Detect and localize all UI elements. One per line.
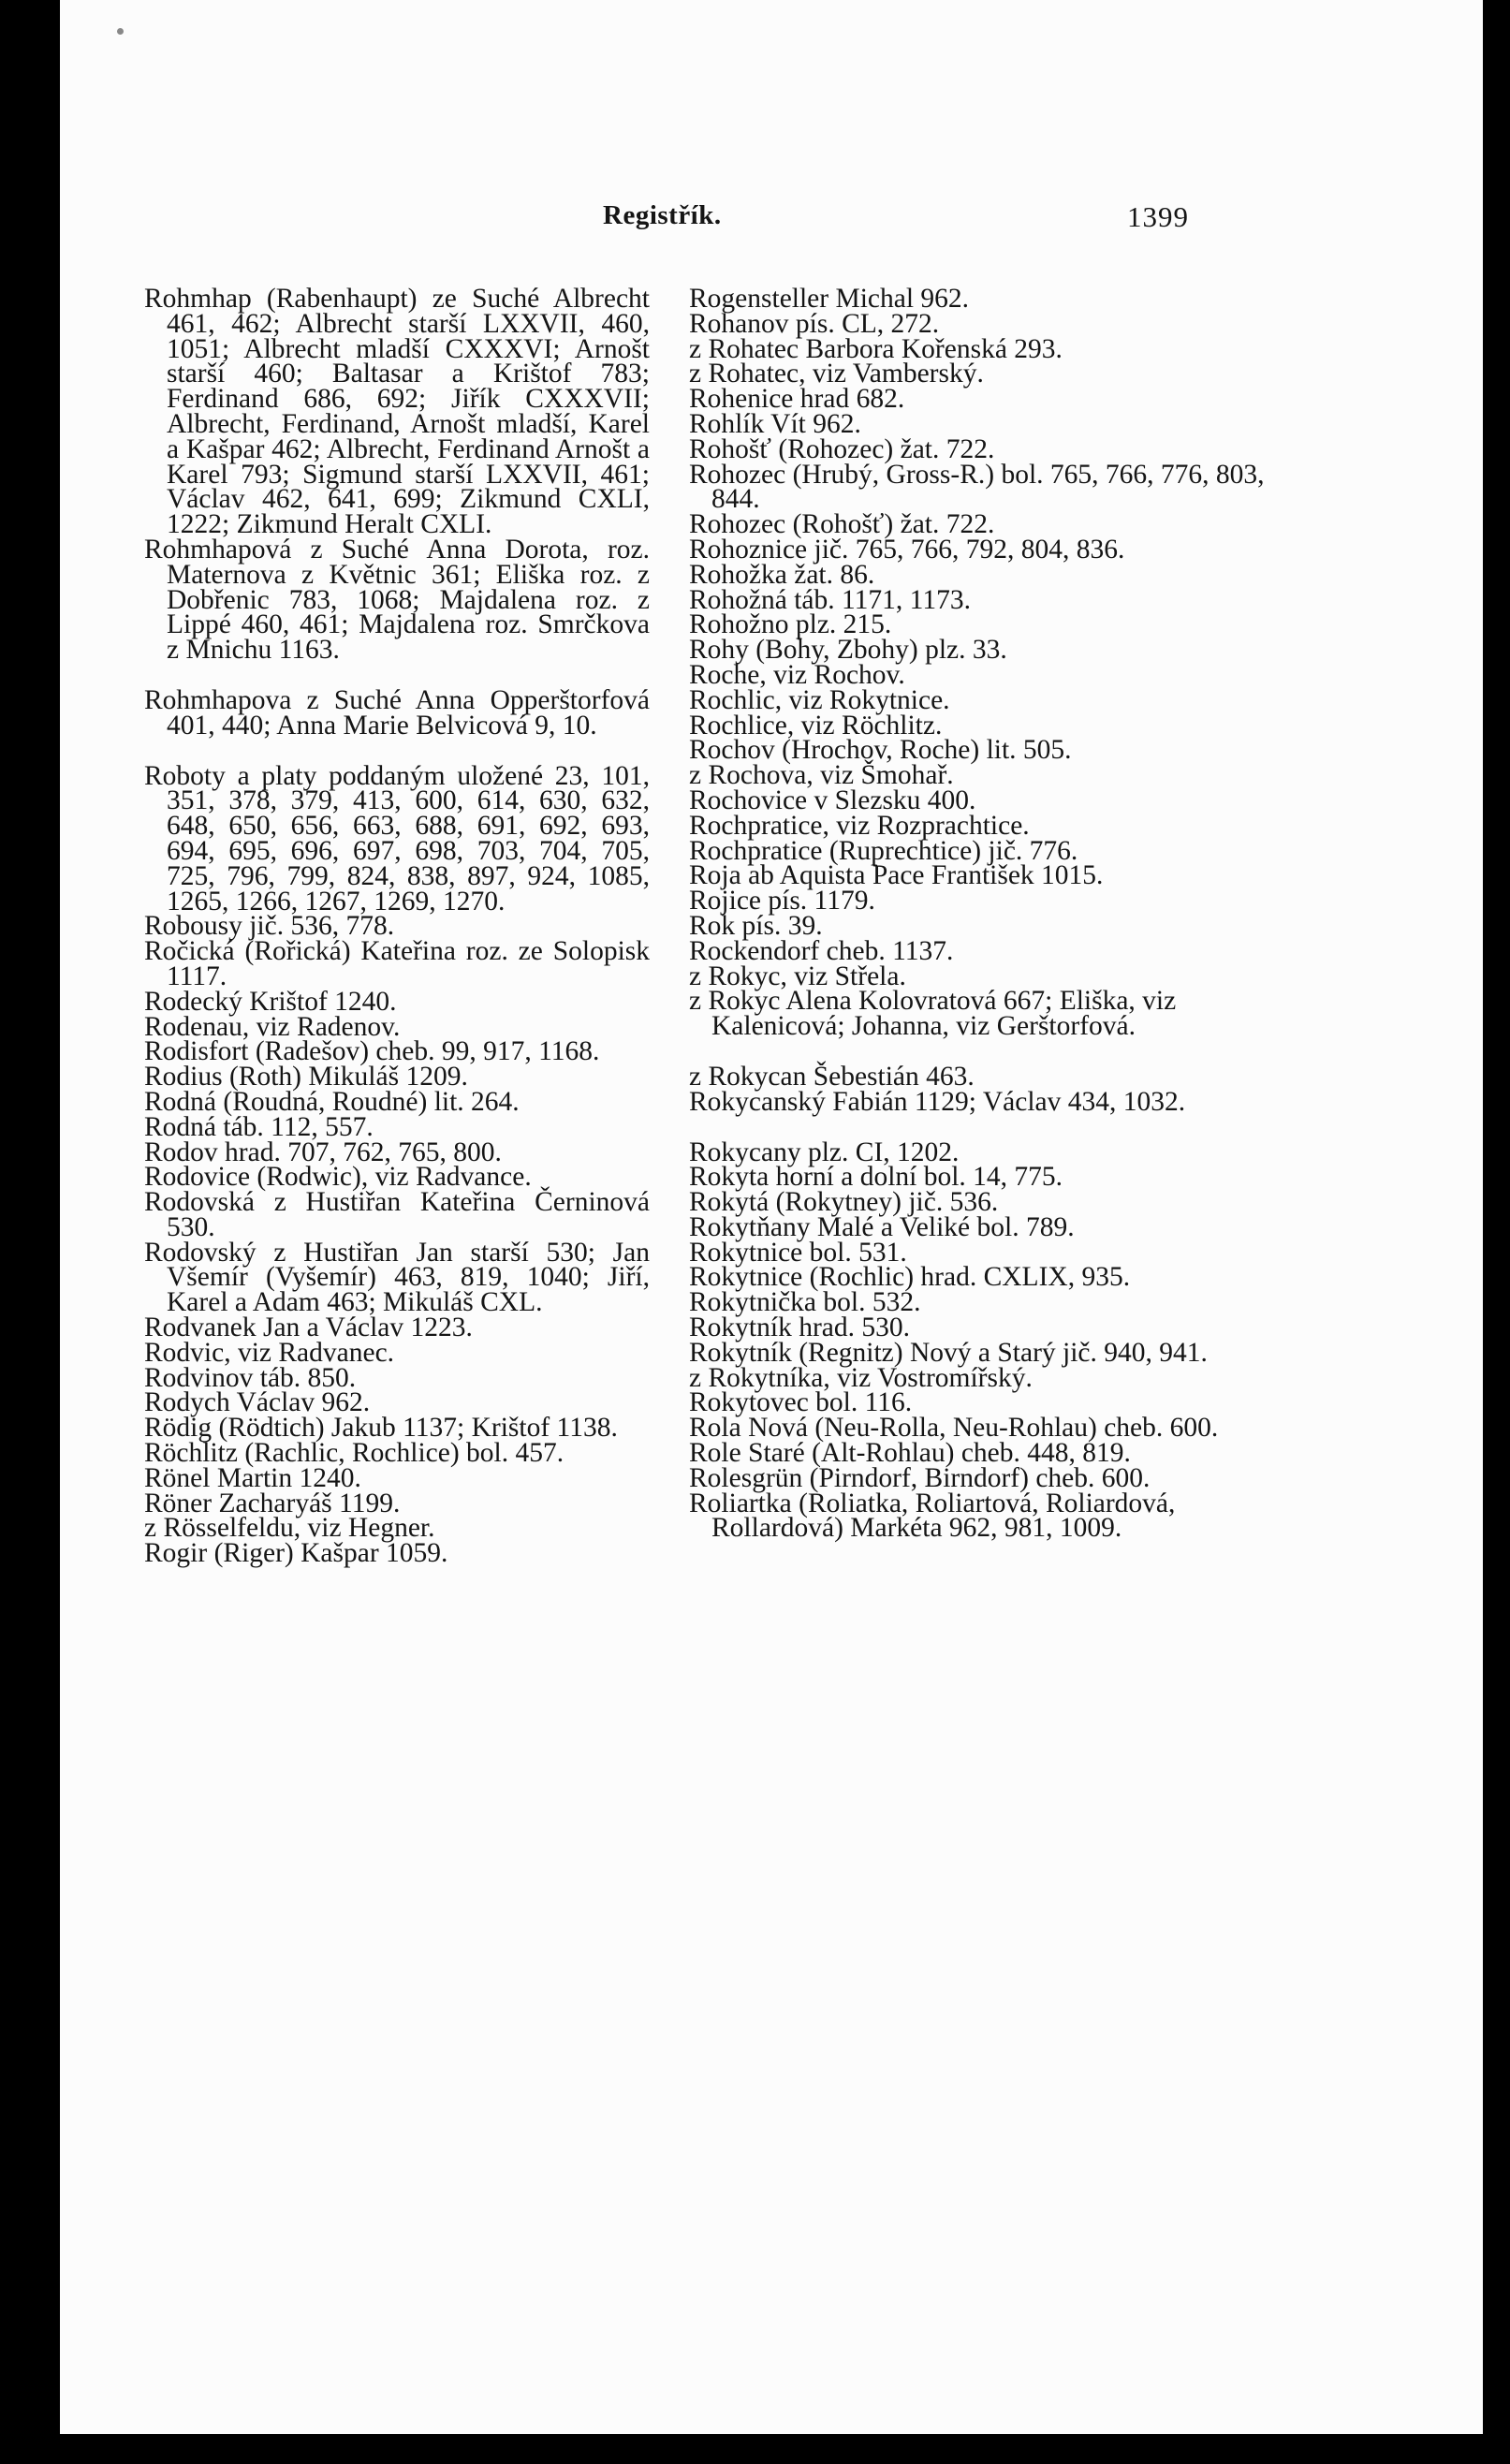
right-column (689, 284, 1288, 1544)
index-entry: z Rokytníka, viz Vostromířský. (689, 1362, 1033, 1393)
index-entry: Rohanov pís. CL, 272. (689, 308, 940, 339)
index-entry: Rokyta horní a dolní bol. 14, 775. (689, 1162, 1063, 1193)
index-entry: Rokytá (Rokytney) jič. 536. (689, 1187, 999, 1218)
book-page (60, 0, 1483, 2434)
index-entry: Roja ab Aquista Pace František 1015. (689, 860, 1104, 891)
index-entry: z Rohatec Barbora Kořenská 293. (689, 333, 1063, 364)
page-header (60, 200, 1483, 242)
scan-speck (117, 28, 124, 35)
index-entry: Rohlík Vít 962. (689, 408, 861, 439)
index-entry: Rogensteller Michal 962. (689, 284, 970, 314)
index-entry: Rojice pís. 1179. (689, 886, 875, 917)
index-entry: Roliartka (Roliatka, Roliartová, Roliardová, Rollardová) Markéta 962, 981, 1009. (689, 1488, 1176, 1544)
index-entry: Rochpratice (Ruprechtice) jič. 776. (689, 835, 1078, 866)
index-entry: Rodovice (Rodwic), viz Radvance. (144, 1162, 532, 1193)
index-entry: Rochovice v Slezsku 400. (689, 785, 976, 815)
index-entry: Rohožná táb. 1171, 1173. (689, 584, 971, 615)
index-entry: Röner Zacharyáš 1199. (144, 1488, 401, 1518)
index-entry: Rohošť (Rohozec) žat. 722. (689, 433, 995, 464)
index-entry: Rodisfort (Radešov) cheb. 99, 917, 1168. (144, 1036, 600, 1067)
index-entry: Rodov hrad. 707, 762, 765, 800. (144, 1137, 502, 1167)
index-entry: Rohy (Bohy, Zbohy) plz. 33. (689, 635, 1007, 666)
index-entry: Rodius (Roth) Mikuláš 1209. (144, 1062, 468, 1093)
index-entry: Rokytník hrad. 530. (689, 1313, 910, 1343)
page-number: 1399 (1127, 200, 1189, 233)
index-entry: Rockendorf cheb. 1137. (689, 935, 954, 966)
index-entry: Rohožno plz. 215. (689, 609, 892, 640)
index-entry: z Rohatec, viz Vamberský. (689, 359, 984, 389)
running-title: Registřík. (603, 200, 722, 230)
index-entry: Rokycany plz. CI, 1202. (689, 1137, 960, 1167)
index-entry: Rok pís. 39. (689, 910, 823, 941)
index-entry: z Rokyc Alena Kolovratová 667; Eliška, viz Kalenicová; Johanna, viz Gerštorfová. (689, 986, 1177, 1042)
index-entry: Rödig (Rödtich) Jakub 1137; Krištof 1138. (144, 1413, 618, 1444)
index-entry: Roche, viz Rochov. (689, 659, 905, 690)
index-entry: Rodecký Krištof 1240. (144, 986, 397, 1017)
index-entry: Rokytnička bol. 532. (689, 1287, 921, 1318)
index-entry: z Rokyc, viz Střela. (689, 961, 906, 991)
index-entry: Rodvinov táb. 850. (144, 1362, 357, 1393)
index-entry: Rohmhapová z Suché Anna Dorota, roz. Maternova z Květnic 361; Eliška roz. z Dobřenic 783, 1068; Majdalena roz. z Lippé 460, 461; Majdalena roz. Smrčkova z Mnichu 1163. (144, 534, 650, 666)
index-entry: Roboty a platy poddaným uložené 23, 101, 351, 378, 379, 413, 600, 614, 630, 632, 648, 650, 656, 663, 688, 691, 692, 693, 694, 695, 696, 697, 698, 703, 704, 705, 725, 796, 799, 824, 838, 897, 924, 1085, 1265, 1266, 1267, 1269, 1270. (144, 760, 650, 917)
index-entry: Ročická (Rořická) Kateřina roz. ze Solopisk 1117. (144, 936, 650, 991)
index-entry: Rohenice hrad 682. (689, 384, 905, 415)
index-entry: Robousy jič. 536, 778. (144, 911, 395, 942)
index-entry: Rodenau, viz Radenov. (144, 1011, 401, 1042)
index-entry: Rochov (Hrochov, Roche) lit. 505. (689, 735, 1072, 766)
index-entry: Rönel Martin 1240. (144, 1462, 361, 1493)
left-column (144, 284, 650, 1569)
index-entry: Rodych Václav 962. (144, 1387, 371, 1418)
index-entry: Rohmhapova z Suché Anna Opperštorfová 401, 440; Anna Marie Belvicová 9, 10. (144, 684, 650, 741)
index-entry: Rohoznice jič. 765, 766, 792, 804, 836. (689, 534, 1125, 565)
index-entry: Rodvic, viz Radvanec. (144, 1337, 395, 1368)
index-entry: Rochlic, viz Rokytnice. (689, 684, 950, 715)
index-entry: Rokycanský Fabián 1129; Václav 434, 1032. (689, 1086, 1186, 1117)
index-entry: Rodovský z Hustiřan Jan starší 530; Jan Všemír (Vyšemír) 463, 819, 1040; Jiří, Karel a Adam 463; Mikuláš CXL. (144, 1237, 650, 1318)
index-entry: Rohožka žat. 86. (689, 559, 875, 590)
index-entry: Rohozec (Hrubý, Gross-R.) bol. 765, 766, 776, 803, 844. (689, 459, 1265, 515)
index-entry: Rola Nová (Neu-Rolla, Neu-Rohlau) cheb. 600. (689, 1413, 1219, 1444)
index-entry: Rokytník (Regnitz) Nový a Starý jič. 940, 941. (689, 1337, 1208, 1368)
index-entry: Rodvanek Jan a Václav 1223. (144, 1313, 473, 1343)
index-entry: Rochlice, viz Röchlitz. (689, 710, 943, 741)
index-entry: Rodná táb. 112, 557. (144, 1111, 374, 1142)
index-entry: Rokytňany Malé a Veliké bol. 789. (689, 1211, 1075, 1242)
index-entry: Rokytnice bol. 531. (689, 1237, 907, 1268)
index-entry: Rokytnice (Rochlic) hrad. CXLIX, 935. (689, 1262, 1131, 1293)
index-entry: Röchlitz (Rachlic, Rochlice) bol. 457. (144, 1438, 564, 1469)
index-entry: z Rochova, viz Šmohař. (689, 760, 954, 791)
index-entry: Rokytovec bol. 116. (689, 1387, 913, 1418)
index-entry: Rogir (Riger) Kašpar 1059. (144, 1538, 448, 1569)
index-entry: z Rokycan Šebestián 463. (689, 1061, 975, 1092)
index-entry: z Rösselfeldu, viz Hegner. (144, 1513, 435, 1544)
index-entry: Rodná (Roudná, Roudné) lit. 264. (144, 1086, 520, 1117)
index-entry: Rochpratice, viz Rozprachtice. (689, 810, 1030, 841)
index-entry: Role Staré (Alt-Rohlau) cheb. 448, 819. (689, 1438, 1131, 1469)
index-entry: Rohmhap (Rabenhaupt) ze Suché Albrecht 461, 462; Albrecht starší LXXVII, 460, 1051; Albrecht mladší CXXXVI; Arnošt starší 460; Baltasar a Krištof 783; Ferdinand 686, 692; Jiřík CXXXVII; Albrecht, Ferdinand, Arnošt mladší, Karel a Kašpar 462; Albrecht, Ferdinand Arnošt a Karel 793; Sigmund starší LXXVII, 461; Václav 462, 641, 699; Zikmund CXLI, 1222; Zikmund Heralt CXLI. (144, 284, 650, 540)
index-entry: Rodovská z Hustiřan Kateřina Černinová 530. (144, 1187, 650, 1242)
index-entry: Rolesgrün (Pirndorf, Birndorf) cheb. 600. (689, 1462, 1151, 1493)
index-entry: Rohozec (Rohošť) žat. 722. (689, 509, 995, 540)
